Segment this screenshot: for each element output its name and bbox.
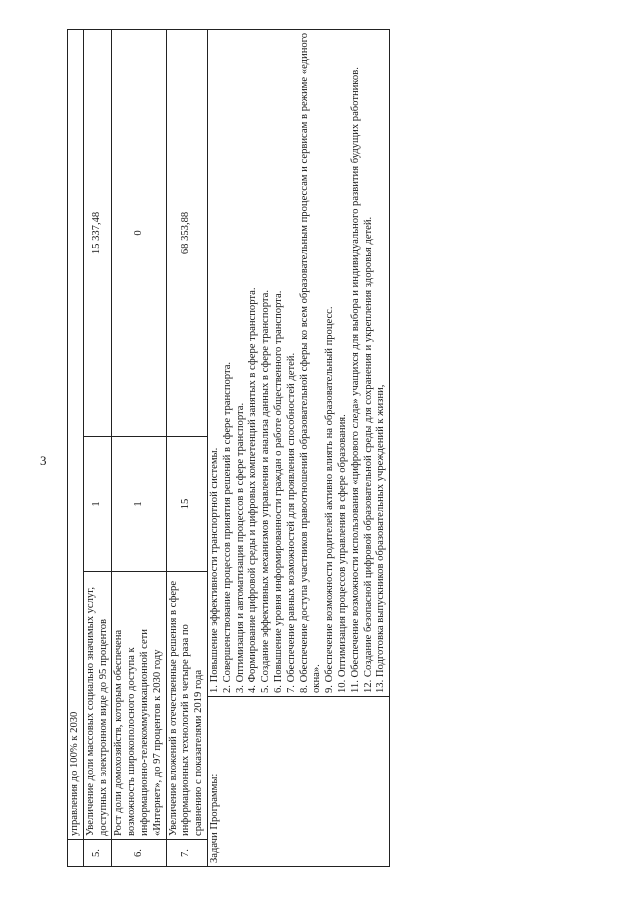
tasks-label: Задачи Программы: (207, 697, 389, 867)
amount-cell: 15 337,48 (83, 29, 112, 436)
indicator-cell: 1 (83, 437, 112, 572)
list-item: 4. Формирование цифровой среды и цифровых компетенций занятых в сфере транспорта. (247, 287, 259, 693)
list-item: 2. Совершенствование процессов принятия решений в сфере транспорта. (221, 361, 233, 693)
row-description-cell: Увеличение доли массовых социально значимых услуг, доступных в электронном виде до 95 процентов (83, 572, 112, 840)
list-item: 5. Создание эффективных механизмов управления и анализа данных в сфере транспорта. (260, 290, 272, 693)
table-row (83, 29, 112, 866)
list-item: 8. Обеспечение доступа участников правоотношений образовательной сферы ко всем образовательным процессам и сервисам в режиме «единого окна». (298, 32, 323, 693)
list-item: 6. Повышение уровня информированности граждан о работе общественного транспорта. (272, 290, 284, 693)
program-table (67, 29, 390, 867)
list-item: 7. Обеспечение равных возможностей для проявления способностей детей. (285, 352, 297, 693)
row-number-cell: 7. (166, 840, 207, 867)
list-item: 13. Подготовка выпускников образовательных учреждений к жизни, (375, 384, 387, 693)
list-item: 11. Обеспечение возможности использования «цифрового следа» учащихся для выбора и индивидуального развития будущих работников. (349, 67, 361, 693)
list-item: 9. Обеспечение возможности родителей активно влиять на образовательный процесс. (324, 306, 336, 693)
document-body (67, 30, 587, 867)
table-row (112, 29, 166, 866)
amount-cell: 68 353,88 (166, 29, 207, 436)
indicator-cell: 1 (112, 437, 166, 572)
row-description-cell: управления до 100% к 2030 (68, 29, 84, 839)
page-number: 3 (40, 453, 47, 468)
list-item: 12. Создание безопасной цифровой образовательной среды для сохранения и укрепления здоровья детей. (362, 216, 374, 693)
tasks-row (207, 29, 389, 866)
tasks-list (207, 29, 389, 696)
table-row (68, 29, 84, 866)
row-number-cell: 5. (83, 840, 112, 867)
list-item: 1. Повышение эффективности транспортной системы. (208, 447, 220, 693)
row-description-cell: Увеличение вложений в отечественные решения в сфере информационных технологий в четыре раза по сравнению с показателями 2019 года (166, 572, 207, 840)
row-number-cell (68, 840, 84, 867)
row-description-cell: Рост доли домохозяйств, которым обеспечена возможность широкополосного доступа к информационно-телекоммуникационной сети «Интернет», до 97 процентов к 2030 году (112, 572, 166, 840)
table-row (166, 29, 207, 866)
indicator-cell: 15 (166, 437, 207, 572)
list-item: 10. Оптимизация процессов управления в сфере образования. (336, 414, 348, 693)
amount-cell: 0 (112, 29, 166, 436)
row-number-cell: 6. (112, 840, 166, 867)
list-item: 3. Оптимизация и автоматизация процессов в сфере транспорта. (234, 402, 246, 693)
